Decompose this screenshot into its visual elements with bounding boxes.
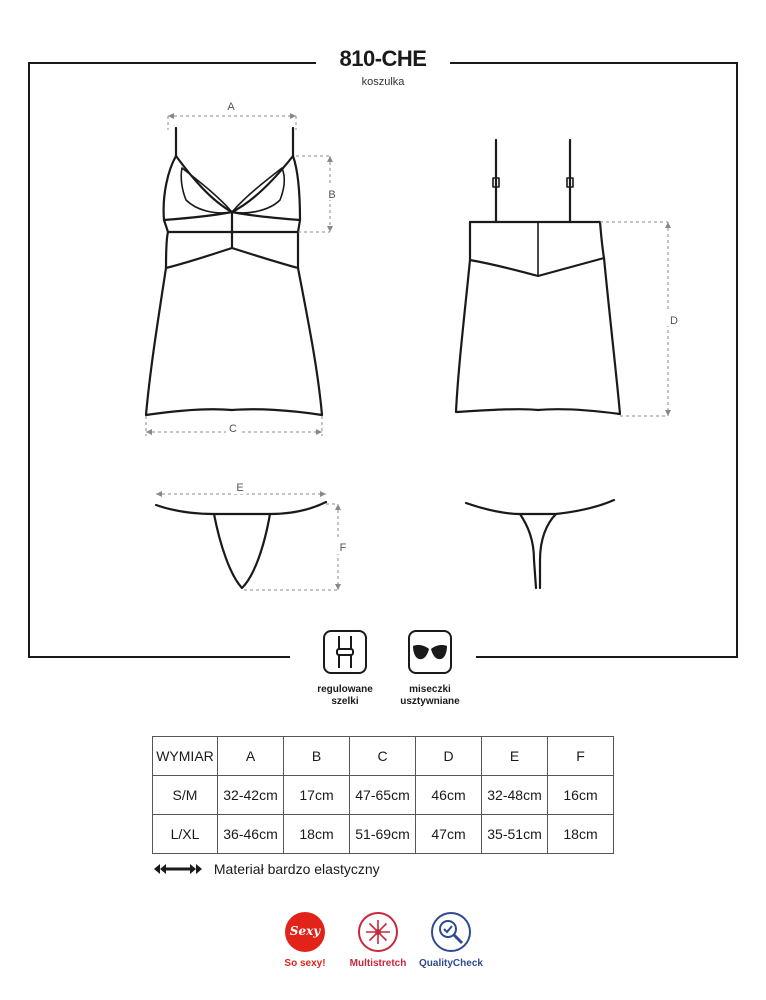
table-cell: L/XL: [153, 815, 218, 854]
table-header-cell: F: [548, 737, 614, 776]
table-row: [153, 815, 614, 854]
product-type: koszulka: [361, 76, 405, 88]
table-header-cell: B: [284, 737, 350, 776]
dim-label-d: D: [670, 315, 678, 327]
feature-label: usztywniane: [400, 696, 460, 707]
chemise-back-drawing: [456, 140, 620, 414]
feature-label: regulowane: [317, 684, 373, 695]
size-table: [152, 736, 614, 854]
dim-label-e: E: [236, 482, 244, 494]
badge-label: QualityCheck: [419, 958, 483, 969]
table-header-cell: E: [482, 737, 548, 776]
table-cell: 51-69cm: [350, 815, 416, 854]
table-cell: S/M: [153, 776, 218, 815]
model-title: 810-CHE: [339, 46, 427, 71]
table-cell: 47cm: [416, 815, 482, 854]
adjustable-straps-icon: [323, 630, 367, 674]
padded-cups-icon: [408, 630, 452, 674]
chemise-front-drawing: [146, 128, 322, 415]
feature-padded-cups: [375, 630, 485, 708]
dim-label-f: F: [339, 542, 347, 554]
feature-label: szelki: [331, 696, 359, 707]
table-header-cell: D: [416, 737, 482, 776]
table-header-cell: WYMIAR: [153, 737, 218, 776]
table-cell: 32-48cm: [482, 776, 548, 815]
sexy-badge-icon: Sexy: [285, 912, 325, 952]
table-cell: 18cm: [548, 815, 614, 854]
magnifier-check-icon: [431, 912, 471, 952]
elastic-note: [154, 861, 380, 878]
table-header-cell: A: [218, 737, 284, 776]
table-header-row: [153, 737, 614, 776]
badge-label: So sexy!: [284, 958, 326, 969]
thong-back-drawing: [466, 500, 614, 588]
table-cell: 32-42cm: [218, 776, 284, 815]
stretch-arrows-icon: [154, 862, 202, 878]
badge-label: Multistretch: [349, 958, 407, 969]
dim-label-b: B: [328, 189, 336, 201]
dim-label-a: A: [227, 101, 235, 113]
elastic-note-text: Materiał bardzo elastyczny: [213, 861, 380, 877]
badge-quality-check: [406, 912, 496, 969]
table-cell: 46cm: [416, 776, 482, 815]
multistretch-icon: [358, 912, 398, 952]
table-row: [153, 776, 614, 815]
table-cell: 18cm: [284, 815, 350, 854]
table-cell: 36-46cm: [218, 815, 284, 854]
table-cell: 17cm: [284, 776, 350, 815]
table-header-cell: C: [350, 737, 416, 776]
table-cell: 35-51cm: [482, 815, 548, 854]
table-cell: 16cm: [548, 776, 614, 815]
feature-label: miseczki: [409, 684, 451, 695]
table-cell: 47-65cm: [350, 776, 416, 815]
dim-label-c: C: [229, 423, 237, 435]
thong-front-drawing: [156, 502, 326, 588]
